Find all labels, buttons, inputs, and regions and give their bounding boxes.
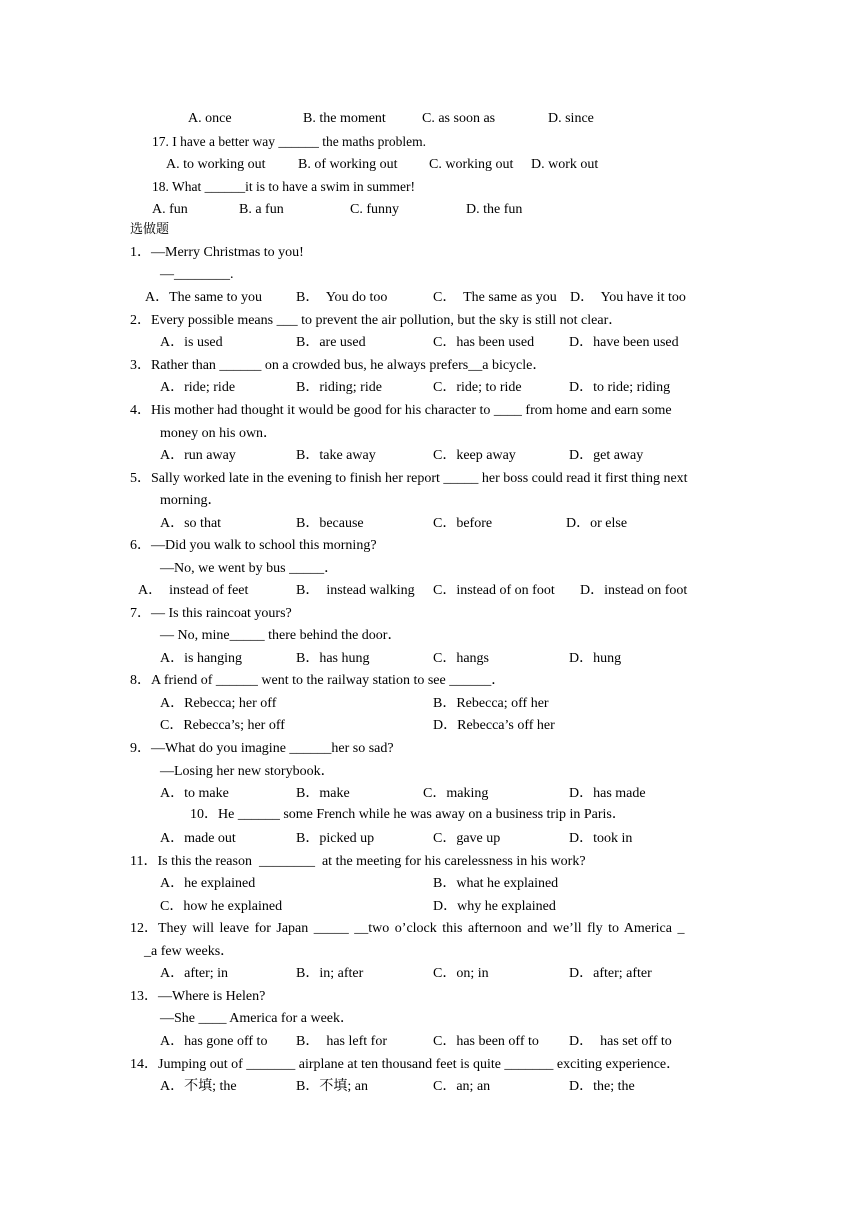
q4-stem-cont: money on his own． [160,426,278,441]
q3-option-b: B．riding; ride [296,380,382,395]
q5-stem-cont: morning． [160,493,222,508]
q18-option-b: B. a fun [239,202,284,217]
q4-stem: 4．His mother had thought it would be good for his character to ____ from home and earn some [130,403,672,418]
q3-option-c: C．ride; to ride [433,380,522,395]
q5-stem: 5．Sally worked late in the evening to finish her report _____ her boss could read it first thing next [130,471,688,486]
q4-option-a: A．run away [160,448,236,463]
q18-stem: 18. What ______it is to have a swim in summer! [152,179,415,194]
q11-stem: 11．Is this the reason ________ at the meeting for his carelessness in his work? [130,854,586,869]
q6-reply: —No, we went by bus _____． [160,561,339,576]
q1-answer-line: —________. [160,267,234,282]
q18-option-c: C. funny [350,202,399,217]
q18-option-d: D. the fun [466,202,523,217]
q14-option-c: C．an; an [433,1079,491,1094]
q13-option-c: C．has been off to [433,1034,539,1049]
q6-stem: 6．—Did you walk to school this morning? [130,538,377,553]
q8-option-d: D．Rebecca’s off her [433,718,555,733]
q8-stem: 8．A friend of ______ went to the railway station to see ______． [130,673,506,688]
q4-option-c: C．keep away [433,448,516,463]
q6-option-d: D．instead on foot [580,583,688,598]
q12-stem-cont: _a few weeks． [144,944,235,959]
q6-option-c: C．instead of on foot [433,583,555,598]
q17-option-a: A. to working out [166,157,266,172]
q8-option-a: A．Rebecca; her off [160,696,277,711]
q14-option-b: B．不填; an [296,1079,368,1094]
q4-option-b: B．take away [296,448,376,463]
q16-option-a: A. once [188,111,232,126]
q7-option-b: B．has hung [296,651,370,666]
q2-option-b: B．are used [296,335,366,350]
q8-option-b: B．Rebecca; off her [433,696,549,711]
q5-option-b: B．because [296,516,364,531]
q14-stem: 14．Jumping out of _______ airplane at ten thousand feet is quite _______ exciting experience． [130,1057,681,1072]
q7-option-a: A．is hanging [160,651,243,666]
q5-option-c: C．before [433,516,493,531]
section-title: 选做题 [130,222,170,237]
q12-option-c: C．on; in [433,966,489,981]
q2-option-c: C．has been used [433,335,535,350]
q1-option-c: C． The same as you [433,290,557,305]
q3-option-d: D．to ride; riding [569,380,671,395]
q17-option-d: D. work out [531,157,599,172]
q12-option-d: D．after; after [569,966,652,981]
q17-option-b: B. of working out [298,157,398,172]
q6-option-a: A． instead of feet [138,583,249,598]
q18-option-a: A. fun [152,202,188,217]
q12-stem: 12．They will leave for Japan _____ __two o’clock this afternoon and we’ll fly to America _ [130,921,685,936]
q2-stem: 2．Every possible means ___ to prevent the air pollution, but the sky is still not clear． [130,313,623,328]
q6-option-b: B． instead walking [296,583,415,598]
q9-reply: —Losing her new storybook． [160,764,335,779]
q2-option-a: A．is used [160,335,223,350]
q3-stem: 3．Rather than ______ on a crowded bus, he always prefers__a bicycle． [130,358,547,373]
q11-option-c: C．how he explained [160,899,283,914]
q5-option-d: D．or else [566,516,628,531]
q1-stem: 1．—Merry Christmas to you! [130,245,304,260]
q10-option-d: D．took in [569,831,633,846]
q5-option-a: A．so that [160,516,222,531]
q7-option-d: D．hung [569,651,622,666]
q13-reply: —She ____ America for a week． [160,1011,354,1026]
q14-option-d: D．the; the [569,1079,635,1094]
q12-option-b: B．in; after [296,966,364,981]
q7-reply: — No, mine_____ there behind the door． [160,628,402,643]
q10-option-a: A．made out [160,831,236,846]
q8-option-c: C．Rebecca’s; her off [160,718,285,733]
q17-option-c: C. working out [429,157,514,172]
q16-option-c: C. as soon as [422,111,496,126]
q1-option-a: A．The same to you [145,290,263,305]
q16-option-d: D. since [548,111,594,126]
q11-option-b: B．what he explained [433,876,559,891]
q1-option-d: D． You have it too [570,290,686,305]
q13-option-b: B． has left for [296,1034,387,1049]
q9-option-a: A．to make [160,786,229,801]
q7-stem: 7．— Is this raincoat yours? [130,606,292,621]
q10-stem: 10．He ______ some French while he was away on a business trip in Paris． [190,807,626,822]
q13-option-d: D． has set off to [569,1034,672,1049]
q9-stem: 9．—What do you imagine ______her so sad? [130,741,394,756]
q13-stem: 13．—Where is Helen? [130,989,266,1004]
q14-option-a: A．不填; the [160,1079,237,1094]
q2-option-d: D．have been used [569,335,679,350]
q3-option-a: A．ride; ride [160,380,236,395]
q9-option-c: C．making [423,786,489,801]
q17-stem: 17. I have a better way ______ the maths problem. [152,134,427,149]
q9-option-d: D．has made [569,786,646,801]
q10-option-c: C．gave up [433,831,501,846]
q1-option-b: B． You do too [296,290,388,305]
q4-option-d: D．get away [569,448,644,463]
q11-option-d: D．why he explained [433,899,556,914]
q7-option-c: C．hangs [433,651,489,666]
q13-option-a: A．has gone off to [160,1034,268,1049]
q16-option-b: B. the moment [303,111,386,126]
q9-option-b: B．make [296,786,350,801]
q10-option-b: B．picked up [296,831,375,846]
q12-option-a: A．after; in [160,966,229,981]
q11-option-a: A．he explained [160,876,256,891]
